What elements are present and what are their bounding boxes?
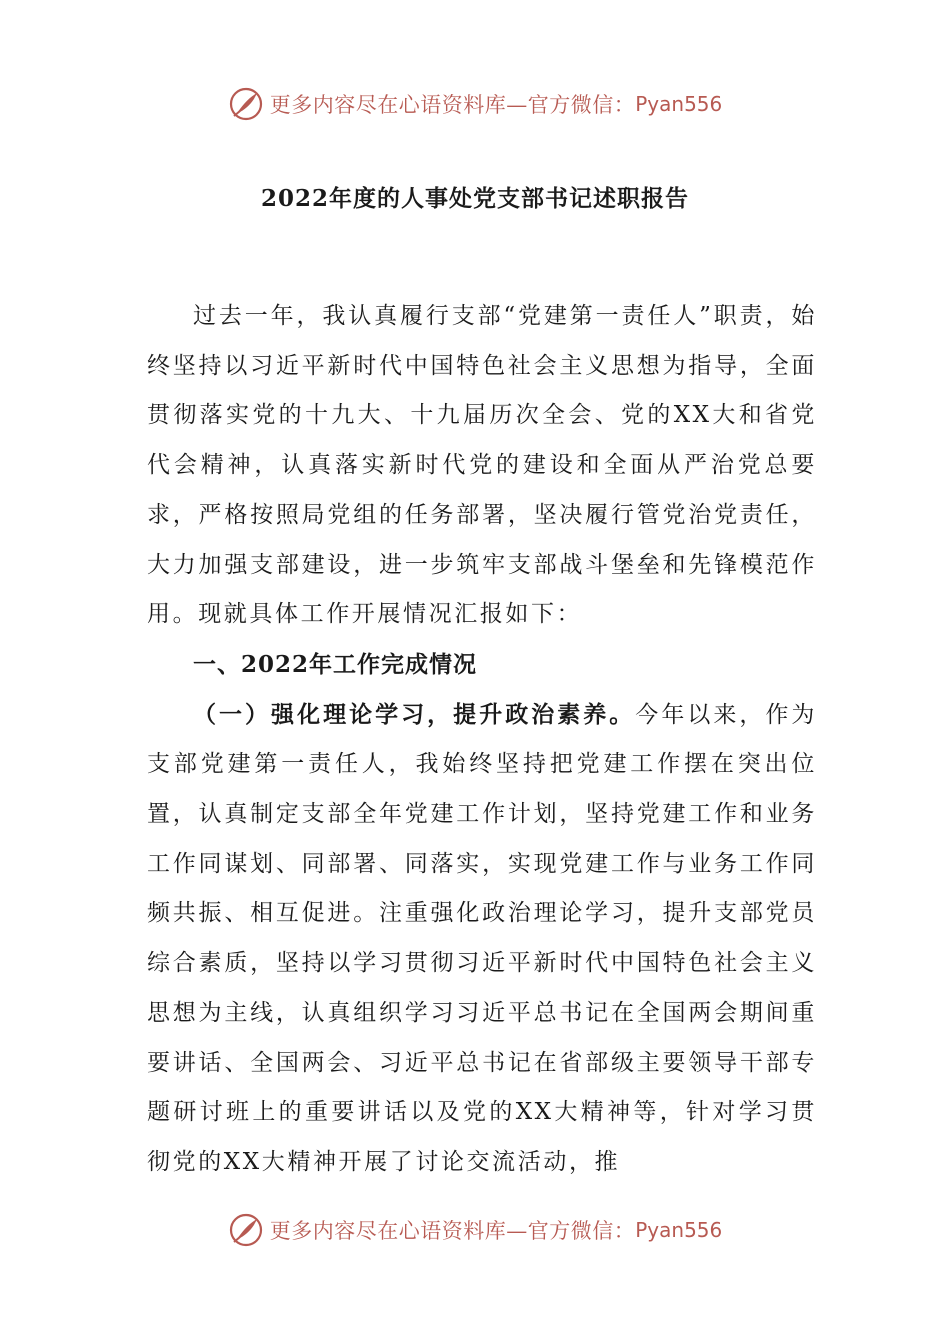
intro-paragraph: 过去一年，我认真履行支部“党建第一责任人”职责，始终坚持以习近平新时代中国特色社会主义思想为指导，全面贯彻落实党的十九大、十九届历次全会、党的XX大和省党代会精神，认真落实新时代党的建设和全面从严治党总要求，严格按照局党组的任务部署，坚决履行管党治党责任，大力加强支部建设，进一步筑牢支部战斗堡垒和先锋模范作用。现就具体工作开展情况汇报如下： bbox=[147, 303, 817, 628]
section-heading: 一、2022年工作完成情况 bbox=[193, 650, 478, 678]
quill-logo-icon bbox=[228, 1212, 264, 1248]
watermark-wechat-id: Pyan556 bbox=[635, 1218, 723, 1242]
watermark-text: 更多内容尽在心语资料库—官方微信： bbox=[269, 93, 636, 117]
subsection-paragraph bbox=[147, 690, 817, 1188]
subsection-body: 今年以来，作为支部党建第一责任人，我始终坚持把党建工作摆在突出位置，认真制定支部全年党建工作计划，坚持党建工作和业务工作同谋划、同部署、同落实，实现党建工作与业务工作同频共振、相互促进。注重强化政治理论学习，提升支部党员综合素质，坚持以学习贯彻习近平新时代中国特色社会主义思想为主线，认真组织学习习近平总书记在全国两会期间重要讲话、全国两会、习近平总书记在省部级主要领导干部专题研讨班上的重要讲话以及党的XX大精神等，针对学习贯彻党的XX大精神开展了讨论交流活动，推 bbox=[147, 701, 817, 1175]
document-title: 2022年度的人事处党支部书记述职报告 bbox=[260, 185, 689, 212]
quill-logo-icon bbox=[228, 86, 264, 122]
watermark-banner-bottom bbox=[0, 1210, 950, 1250]
subsection-title: （一）强化理论学习，提升政治素养。 bbox=[193, 700, 636, 728]
document-body bbox=[147, 292, 817, 1188]
watermark-text: 更多内容尽在心语资料库—官方微信： bbox=[269, 1219, 636, 1243]
watermark-wechat-id: Pyan556 bbox=[635, 92, 723, 116]
watermark-banner-top bbox=[0, 84, 950, 124]
